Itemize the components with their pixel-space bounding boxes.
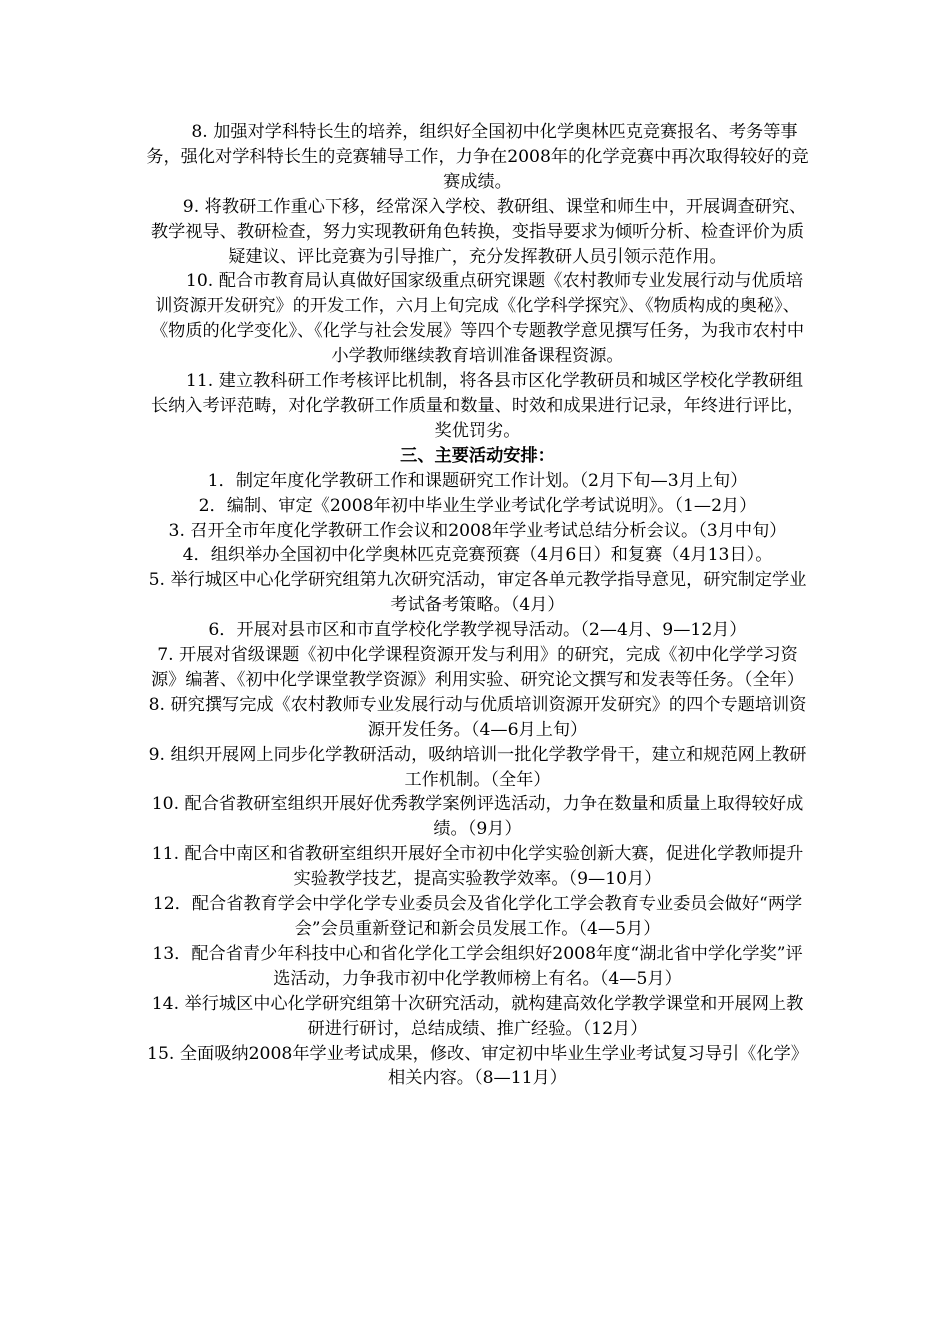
work-item-9: 9. 将教研工作重心下移，经常深入学校、教研组、课堂和师生中，开展调查研究、教学视导、教研检查，努力实现教研角色转换，变指导要求为倾听分析、检查评价为质疑建议、评比竞赛为引导推广，充分发挥教研人员引领示范作用。 bbox=[150, 196, 807, 267]
activity-item-8: 8. 研究撰写完成《农村教师专业发展行动与优质培训资源开发研究》的四个专题培训资源开发任务。（4—6月上旬） bbox=[148, 694, 807, 740]
activity-item-14: 14. 举行城区中心化学研究组第十次研究活动，就构建高效化学教学课堂和开展网上教研进行研讨，总结成绩、推广经验。（12月） bbox=[151, 993, 804, 1039]
activity-item-1: 1．制定年度化学教研工作和课题研究工作计划。（2月下旬—3月上旬） bbox=[207, 470, 748, 491]
activity-item-4: 4．组织举办全国初中化学奥林匹克竞赛预赛（4月6日）和复赛（4月13日）。 bbox=[182, 545, 773, 566]
activity-item-12: 12．配合省教育学会中学化学专业委员会及省化学化工学会教育专业委员会做好“两学会”会员重新登记和新会员发展工作。（4—5月） bbox=[152, 894, 803, 939]
activity-item-3: 3. 召开全市年度化学教研工作会议和2008年学业考试总结分析会议。（3月中旬） bbox=[168, 520, 787, 541]
activity-item-10: 10. 配合省教研室组织开展好优秀教学案例评选活动，力争在数量和质量上取得较好成绩。（9月） bbox=[151, 794, 804, 840]
activity-item-11: 11. 配合中南区和省教研室组织开展好全市初中化学实验创新大赛，促进化学教师提升实验教学技艺，提高实验教学效率。（9—10月） bbox=[151, 844, 804, 890]
activity-item-2: 2．编制、审定《2008年初中毕业生学业考试化学考试说明》。（1—2月） bbox=[198, 495, 757, 516]
activity-item-9: 9. 组织开展网上同步化学教研活动，吸纳培训一批化学教学骨干，建立和规范网上教研工作机制。（全年） bbox=[148, 744, 807, 790]
work-item-10: 10. 配合市教育局认真做好国家级重点研究课题《农村教师专业发展行动与优质培训资源开发研究》的开发工作，六月上旬完成《化学科学探究》、《物质构成的奥秘》、《物质的化学变化》、《化学与社会发展》等四个专题教学意见撰写任务，为我市农村中小学教师继续教育培训准备课程资源。 bbox=[150, 271, 805, 367]
work-item-11: 11. 建立教科研工作考核评比机制，将各县市区化学教研员和城区学校化学教研组长纳入考评范畴，对化学教研工作质量和数量、时效和成果进行记录，年终进行评比，奖优罚劣。 bbox=[150, 371, 805, 441]
activity-item-15: 15. 全面吸纳2008年学业考试成果，修改、审定初中毕业生学业考试复习导引《化学》相关内容。（8—11月） bbox=[147, 1043, 808, 1089]
work-item-8: 8. 加强对学科特长生的培养，组织好全国初中化学奥林匹克竞赛报名、考务等事务，强化对学科特长生的竞赛辅导工作，力争在2008年的化学竞赛中再次取得较好的竞赛成绩。 bbox=[146, 122, 809, 192]
activity-item-13: 13．配合省青少年科技中心和省化学化工学会组织好2008年度“湖北省中学化学奖”评选活动，力争我市初中化学教师榜上有名。（4—5月） bbox=[152, 943, 803, 989]
document-page bbox=[145, 120, 810, 1091]
activity-item-7: 7. 开展对省级课题《初中化学课程资源开发与利用》的研究，完成《初中化学学习资源》编著、《初中化学课堂教学资源》利用实验、研究论文撰写和发表等任务。（全年） bbox=[150, 645, 805, 690]
activity-item-6: 6．开展对县市区和市直学校化学教学视导活动。（2—4月、9—12月） bbox=[208, 620, 747, 641]
section-heading: 三、主要活动安排： bbox=[400, 445, 555, 466]
activity-item-5: 5. 举行城区中心化学研究组第九次研究活动，审定各单元教学指导意见，研究制定学业考试备考策略。（4月） bbox=[148, 570, 807, 616]
